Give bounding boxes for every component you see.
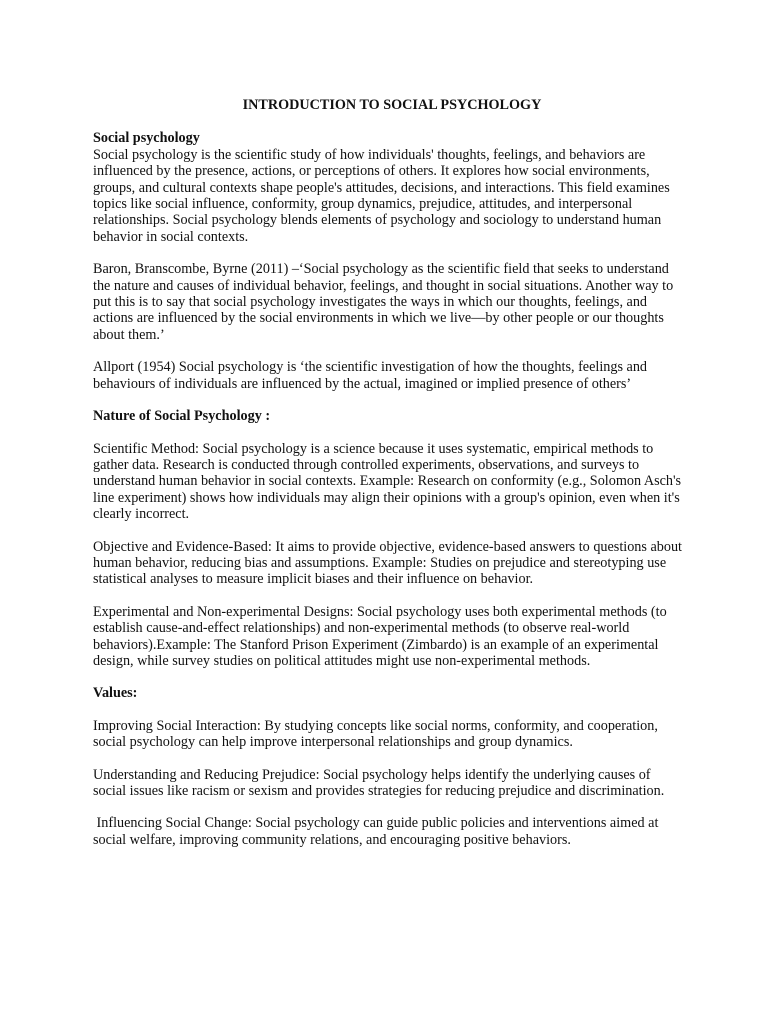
intro-paragraph-baron: Baron, Branscombe, Byrne (2011) –‘Social psychology as the scientific field that seeks to understand the nature and causes of individual behavior, feelings, and thought in social situations. Another way to put this is to say that social psychology investigates the ways in which our thoughts, feelings, and actions are influenced by the social environments in which we live—by other people or our thoughts about them.’ <box>93 261 674 343</box>
document-title: INTRODUCTION TO SOCIAL PSYCHOLOGY <box>242 97 542 113</box>
intro-paragraph-allport: Allport (1954) Social psychology is ‘the scientific investigation of how the thoughts, feelings and behaviours of individuals are influenced by the actual, imagined or implied presence of others’ <box>93 359 648 392</box>
values-heading: Values: <box>93 685 138 702</box>
nature-paragraph-objective: Objective and Evidence-Based: It aims to provide objective, evidence-based answers to questions about human behavior, reducing bias and assumptions. Example: Studies on prejudice and stereotyping use statistical analyses to measure implicit biases and their influence on behavior. <box>93 538 682 588</box>
intro-paragraph-definition: Social psychology is the scientific study of how individuals' thoughts, feelings, and behaviors are influenced by the presence, actions, or perceptions of others. It explores how social environments, groups, and cultural contexts shape people's attitudes, decisions, and interactions. This field examines topics like social influence, conformity, group dynamics, prejudice, attitudes, and interpersonal relationships. Social psychology blends elements of psychology and sociology to understand human behavior in social contexts. <box>93 146 670 245</box>
nature-paragraph-scientific-method: Scientific Method: Social psychology is a science because it uses systematic, empirical methods to gather data. Research is conducted through controlled experiments, observations, and surveys to understand human behavior in social contexts. Example: Research on conformity (e.g., Solomon Asch's line experiment) shows how individuals may align their opinions with a group's opinion, even when it's clearly incorrect. <box>93 440 682 523</box>
values-paragraph-social-change: Influencing Social Change: Social psychology can guide public policies and interventions aimed at social welfare, improving community relations, and encouraging positive behaviors. <box>93 815 662 848</box>
document-content <box>93 97 683 864</box>
social-psychology-heading: Social psychology <box>93 130 200 147</box>
nature-paragraph-designs: Experimental and Non-experimental Designs: Social psychology uses both experimental methods (to establish cause-and-effect relationships) and non-experimental methods (to observe real-world behaviors).Example: The Stanford Prison Experiment (Zimbardo) is an example of an experimental design, while survey studies on political attitudes might use non-experimental methods. <box>93 603 667 669</box>
nature-heading: Nature of Social Psychology : <box>93 408 271 425</box>
values-paragraph-social-interaction: Improving Social Interaction: By studying concepts like social norms, conformity, and cooperation, social psychology can help improve interpersonal relationships and group dynamics. <box>93 717 658 751</box>
values-paragraph-prejudice: Understanding and Reducing Prejudice: Social psychology helps identify the underlying causes of social issues like racism or sexism and provides strategies for reducing prejudice and discrimination. <box>93 766 665 799</box>
